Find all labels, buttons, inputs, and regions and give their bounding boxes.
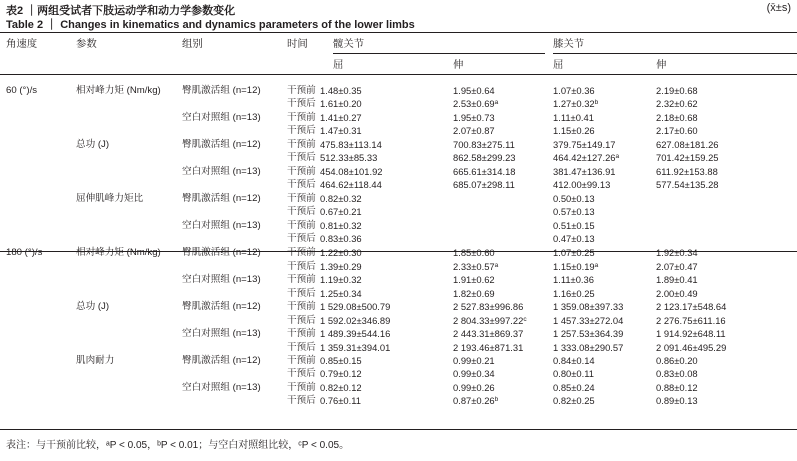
header-mid-rule-hip [333, 53, 545, 54]
header-angular-velocity: 角速度 [6, 39, 38, 50]
knee-extension-cell: 2.17±0.60 [656, 125, 698, 137]
knee-flexion-cell: 1 257.53±364.39 [553, 328, 624, 340]
knee-extension-cell: 2.18±0.68 [656, 111, 698, 123]
time-cell: 干预后 [287, 206, 316, 218]
time-cell: 干预前 [287, 192, 316, 204]
knee-flexion-cell: 0.51±0.15 [553, 219, 595, 231]
header-hip-extension: 伸 [453, 60, 464, 71]
time-cell: 干预前 [287, 274, 316, 286]
hip-extension-cell: 2 527.83±996.86 [453, 301, 524, 313]
hip-flexion-cell: 0.85±0.15 [320, 355, 362, 366]
knee-extension-cell: 0.83±0.08 [656, 368, 698, 380]
hip-extension-cell: 2 804.33±997.22$^c$ [453, 314, 527, 326]
hip-flexion-cell: 1 592.02±346.89 [320, 314, 391, 326]
significance-marker: a [494, 261, 499, 269]
hip-flexion-cell: 1.39±0.29 [320, 260, 362, 272]
knee-flexion-cell: 0.57±0.13 [553, 206, 595, 218]
knee-extension-cell: 2.32±0.62 [656, 98, 698, 110]
knee-extension-cell: 2 276.75±611.16 [656, 314, 726, 326]
hip-flexion-cell: 1.41±0.27 [320, 111, 362, 123]
hip-flexion-cell: 1.19±0.32 [320, 274, 362, 286]
hip-flexion-cell: 512.33±85.33 [320, 152, 378, 164]
time-cell: 干预前 [287, 165, 316, 177]
hip-flexion-cell: 0.81±0.32 [320, 219, 362, 231]
parameter-cell: 相对峰力矩 (Nm/kg) [76, 247, 161, 259]
knee-extension-cell: 2.19±0.68 [656, 85, 698, 96]
parameter-cell: 肌肉耐力 [76, 355, 115, 366]
hip-flexion-cell: 0.67±0.21 [320, 206, 362, 218]
knee-extension-cell: 1 914.92±648.11 [656, 328, 726, 340]
group-cell: 空白对照组 (n=13) [182, 219, 261, 231]
time-cell: 干预后 [287, 232, 316, 244]
significance-marker: a [615, 153, 620, 161]
header-knee-flexion: 屈 [553, 60, 564, 71]
header-knee-extension: 伸 [656, 60, 667, 71]
header-group: 组别 [182, 39, 203, 50]
hip-extension-cell: 0.87±0.26$^b$ [453, 395, 499, 407]
knee-flexion-cell: 412.00±99.13 [553, 179, 611, 191]
hip-extension-cell: 2.33±0.57$^a$ [453, 260, 499, 272]
hip-flexion-cell: 1.47±0.31 [320, 125, 362, 137]
hip-extension-cell: 2 193.46±871.31 [453, 341, 524, 353]
knee-extension-cell: 1.92±0.34 [656, 247, 698, 259]
top-rule [0, 32, 797, 33]
time-cell: 干预后 [287, 341, 316, 353]
time-cell: 干预后 [287, 179, 316, 191]
knee-flexion-cell: 1.15±0.26 [553, 125, 595, 137]
knee-flexion-cell: 0.85±0.24 [553, 381, 595, 393]
knee-extension-cell: 627.08±181.26 [656, 138, 719, 150]
header-hip-flexion: 屈 [333, 60, 344, 71]
hip-extension-cell: 2 443.31±869.37 [453, 328, 524, 340]
hip-flexion-cell: 1.61±0.20 [320, 98, 362, 110]
hip-extension-cell: 1.82±0.69 [453, 287, 495, 299]
hip-extension-cell: 1.95±0.73 [453, 111, 495, 123]
table-title-en: Table 2 ｜ Changes in kinematics and dynamics parameters of the lower limbs [6, 19, 415, 31]
significance-marker: a [494, 99, 499, 107]
hip-extension-cell: 665.61±314.18 [453, 165, 516, 177]
hip-extension-cell: 862.58±299.23 [453, 152, 516, 164]
knee-flexion-cell: 0.50±0.13 [553, 192, 595, 204]
header-mid-rule-knee [553, 53, 797, 54]
hip-extension-cell: 2.07±0.87 [453, 125, 495, 137]
time-cell: 干预前 [287, 111, 316, 123]
angular-velocity-cell: 60 (°)/s [6, 85, 38, 96]
hip-flexion-cell: 0.76±0.11 [320, 395, 361, 407]
hip-extension-cell: 700.83±275.11 [453, 138, 515, 150]
hip-flexion-cell: 0.82±0.12 [320, 381, 362, 393]
hip-extension-cell: 2.53±0.69$^a$ [453, 98, 499, 110]
hip-flexion-cell: 0.82±0.32 [320, 192, 362, 204]
knee-flexion-cell: 1.11±0.41 [553, 111, 594, 123]
knee-flexion-cell: 1.07±0.25 [553, 247, 595, 259]
header-hip-joint: 髋关节 [333, 39, 365, 50]
knee-flexion-cell: 1.15±0.19$^a$ [553, 260, 599, 272]
group-cell: 空白对照组 (n=13) [182, 328, 261, 340]
knee-flexion-cell: 1 359.08±397.33 [553, 301, 624, 313]
hip-extension-cell: 1.85±0.60 [453, 247, 495, 259]
hip-flexion-cell: 454.08±101.92 [320, 165, 383, 177]
time-cell: 干预前 [287, 328, 316, 340]
knee-extension-cell: 0.89±0.13 [656, 395, 698, 407]
time-cell: 干预前 [287, 219, 316, 231]
header-knee-joint: 膝关节 [553, 39, 585, 50]
knee-flexion-cell: 464.42±127.26$^a$ [553, 152, 620, 164]
group-cell: 臀肌激活组 (n=12) [182, 355, 261, 366]
hip-flexion-cell: 1 529.08±500.79 [320, 301, 391, 313]
time-cell: 干预前 [287, 381, 316, 393]
knee-extension-cell: 577.54±135.28 [656, 179, 719, 191]
time-cell: 干预后 [287, 287, 316, 299]
time-cell: 干预前 [287, 138, 316, 150]
header-bottom-rule [0, 74, 797, 75]
table-footnote: 表注：与干预前比较，ᵃP < 0.05，ᵇP < 0.01；与空白对照组比较，ᶜP < 0.05。 [6, 440, 350, 451]
time-cell: 干预后 [287, 98, 316, 110]
time-cell: 干预前 [287, 85, 316, 96]
hip-flexion-cell: 464.62±118.44 [320, 179, 382, 191]
hip-flexion-cell: 0.79±0.12 [320, 368, 362, 380]
group-cell: 臀肌激活组 (n=12) [182, 301, 261, 313]
knee-flexion-cell: 1 333.08±290.57 [553, 341, 624, 353]
hip-flexion-cell: 1.22±0.30 [320, 247, 362, 259]
time-cell: 干预后 [287, 368, 316, 380]
knee-flexion-cell: 1.11±0.36 [553, 274, 594, 286]
knee-extension-cell: 2.00±0.49 [656, 287, 698, 299]
header-parameter: 参数 [76, 39, 97, 50]
time-cell: 干预前 [287, 301, 316, 313]
group-cell: 臀肌激活组 (n=12) [182, 192, 261, 204]
knee-extension-cell: 0.86±0.20 [656, 355, 698, 366]
angular-velocity-cell: 180 (°)/s [6, 247, 43, 259]
knee-flexion-cell: 0.47±0.13 [553, 232, 595, 244]
hip-flexion-cell: 1.48±0.35 [320, 85, 362, 96]
knee-flexion-cell: 1.07±0.36 [553, 85, 595, 96]
knee-extension-cell: 611.92±153.88 [656, 165, 718, 177]
knee-extension-cell: 0.88±0.12 [656, 381, 698, 393]
knee-flexion-cell: 0.80±0.11 [553, 368, 594, 380]
group-cell: 空白对照组 (n=13) [182, 274, 261, 286]
knee-flexion-cell: 0.82±0.25 [553, 395, 595, 407]
parameter-cell: 相对峰力矩 (Nm/kg) [76, 85, 161, 96]
time-cell: 干预后 [287, 260, 316, 272]
hip-extension-cell: 0.99±0.26 [453, 381, 495, 393]
hip-flexion-cell: 0.83±0.36 [320, 232, 362, 244]
parameter-cell: 总功 (J) [76, 301, 110, 313]
knee-flexion-cell: 0.84±0.14 [553, 355, 595, 366]
table-title-cn: 表2 ｜两组受试者下肢运动学和动力学参数变化 [6, 5, 236, 17]
knee-extension-cell: 701.42±159.25 [656, 152, 719, 164]
header-time: 时间 [287, 39, 308, 50]
knee-extension-cell: 1.89±0.41 [656, 274, 698, 286]
hip-extension-cell: 0.99±0.21 [453, 355, 495, 366]
parameter-cell: 总功 (J) [76, 138, 110, 150]
hip-flexion-cell: 1.25±0.34 [320, 287, 362, 299]
knee-flexion-cell: 1.27±0.32$^b$ [553, 98, 599, 110]
group-cell: 空白对照组 (n=13) [182, 165, 261, 177]
unit-note: (x̄±s) [766, 2, 791, 14]
group-cell: 空白对照组 (n=13) [182, 381, 261, 393]
time-cell: 干预前 [287, 247, 316, 259]
parameter-cell: 屈伸肌峰力矩比 [76, 192, 144, 204]
knee-flexion-cell: 1.16±0.25 [553, 287, 595, 299]
group-cell: 臀肌激活组 (n=12) [182, 85, 261, 96]
group-cell: 臀肌激活组 (n=12) [182, 138, 261, 150]
bottom-rule [0, 429, 797, 430]
hip-extension-cell: 0.99±0.34 [453, 368, 495, 380]
time-cell: 干预后 [287, 152, 316, 164]
significance-marker: c [523, 315, 527, 323]
knee-extension-cell: 2 091.46±495.29 [656, 341, 727, 353]
significance-marker: a [594, 261, 599, 269]
hip-extension-cell: 1.91±0.62 [453, 274, 495, 286]
group-cell: 臀肌激活组 (n=12) [182, 247, 261, 259]
time-cell: 干预后 [287, 395, 316, 407]
hip-flexion-cell: 1 359.31±394.01 [320, 341, 391, 353]
knee-flexion-cell: 381.47±136.91 [553, 165, 616, 177]
time-cell: 干预前 [287, 355, 316, 366]
knee-flexion-cell: 379.75±149.17 [553, 138, 616, 150]
hip-flexion-cell: 1 489.39±544.16 [320, 328, 391, 340]
knee-extension-cell: 2.07±0.47 [656, 260, 698, 272]
hip-extension-cell: 1.95±0.64 [453, 85, 495, 96]
hip-flexion-cell: 475.83±113.14 [320, 138, 382, 150]
knee-extension-cell: 2 123.17±548.64 [656, 301, 727, 313]
group-cell: 空白对照组 (n=13) [182, 111, 261, 123]
time-cell: 干预后 [287, 125, 316, 137]
significance-marker: b [494, 396, 499, 404]
knee-flexion-cell: 1 457.33±272.04 [553, 314, 624, 326]
time-cell: 干预后 [287, 314, 316, 326]
hip-extension-cell: 685.07±298.11 [453, 179, 515, 191]
significance-marker: b [594, 99, 599, 107]
